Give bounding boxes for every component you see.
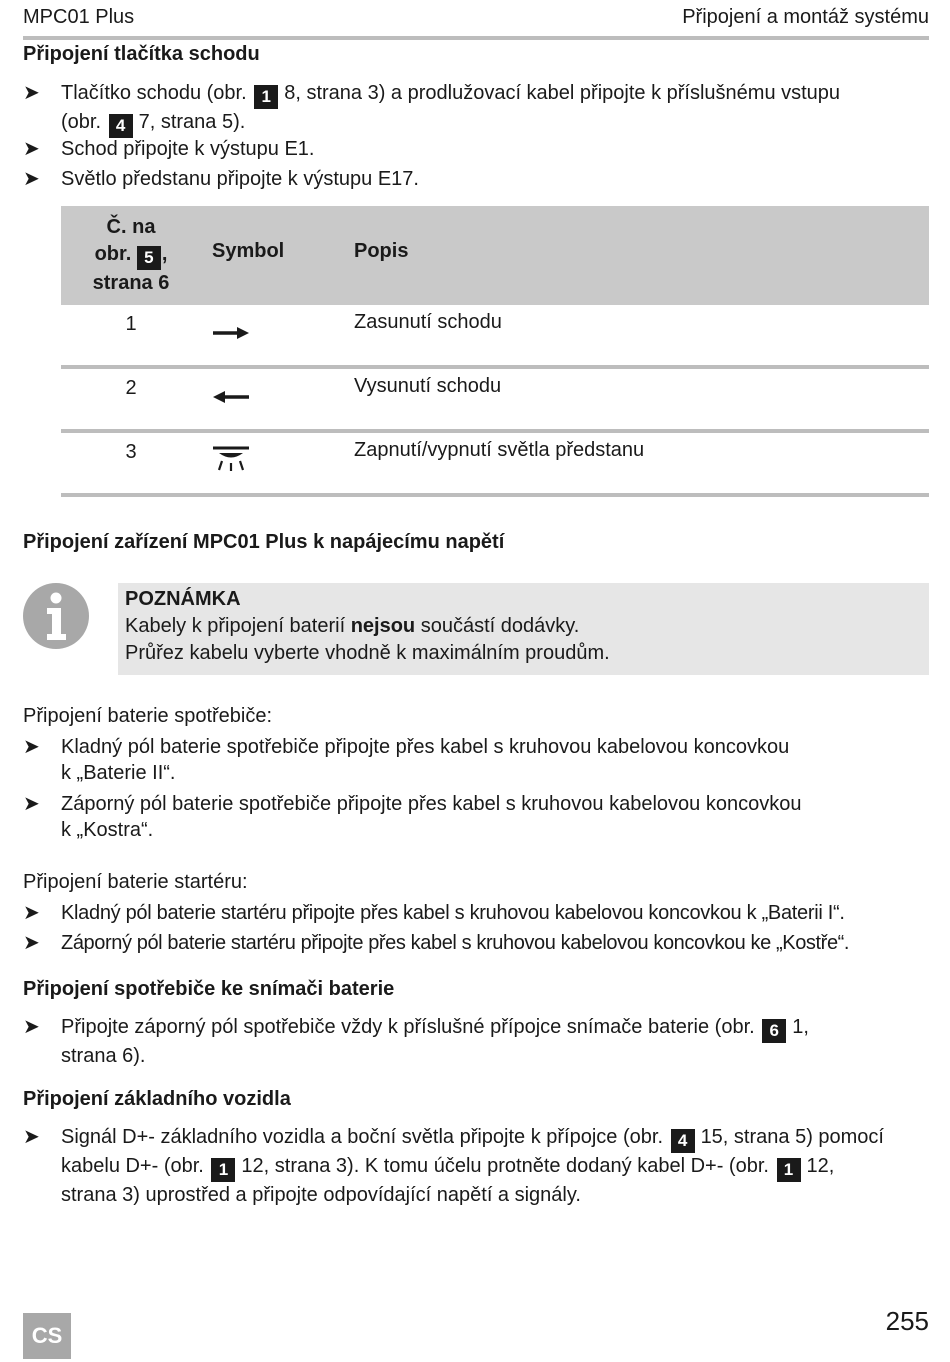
row-description: Zasunutí schodu	[354, 311, 502, 333]
page-number: 255	[885, 1306, 929, 1336]
section-title-power-supply: Připojení zařízení MPC01 Plus k napájecímu napětí	[23, 531, 505, 553]
figure-ref: 4	[671, 1129, 695, 1153]
arrow-bullet-icon: ➤	[23, 138, 40, 160]
arrow-right-icon	[211, 321, 251, 347]
row-description: Vysunutí schodu	[354, 375, 502, 397]
arrow-bullet-icon: ➤	[23, 1126, 40, 1148]
arrow-bullet-icon: ➤	[23, 1016, 40, 1038]
list-item: ➤ Kladný pól baterie spotřebiče připojte přes kabel s kruhovou kabelovou koncovkou k „Baterie II“.	[23, 736, 790, 784]
table-row	[61, 433, 929, 497]
note-text: Průřez kabelu vyberte vhodně k maximálním proudům.	[125, 642, 610, 664]
figure-ref: 4	[109, 114, 133, 138]
row-description: Zapnutí/vypnutí světla předstanu	[354, 439, 645, 461]
header-divider	[23, 36, 929, 40]
language-tab: CS	[23, 1313, 71, 1359]
arrow-bullet-icon: ➤	[23, 793, 40, 815]
paragraph-consumer-battery: Připojení baterie spotřebiče:	[23, 705, 273, 727]
paragraph-starter-battery: Připojení baterie startéru:	[23, 871, 248, 893]
arrow-bullet-icon: ➤	[23, 168, 40, 190]
row-number: 1	[125, 313, 137, 335]
section-title-base-vehicle: Připojení základního vozidla	[23, 1088, 291, 1110]
list-item: ➤ Signál D+- základního vozidla a boční světla připojte k přípojce (obr. 4 15, strana 5) pomocí kabelu D+- (obr. 1 12, strana 3). K tomu účelu protněte dodaný kabel D+- (obr. 1 12, strana 3) uprostřed a připojte odpovídající napětí a signály.	[23, 1126, 884, 1206]
list-item: ➤ Připojte záporný pól spotřebiče vždy k příslušné přípojce snímače baterie (obr. 6 1, strana 6).	[23, 1016, 809, 1067]
figure-ref: 6	[762, 1019, 786, 1043]
list-item: ➤ Záporný pól baterie spotřebiče připojte přes kabel s kruhovou kabelovou koncovkou k „Kostra“.	[23, 793, 802, 841]
column-header-number: Č. na obr. 5 , strana 6	[92, 216, 170, 294]
table-row	[61, 305, 929, 369]
figure-ref: 1	[254, 85, 278, 109]
header-product: MPC01 Plus	[23, 6, 135, 28]
column-header-description: Popis	[354, 240, 409, 262]
arrow-bullet-icon: ➤	[23, 902, 40, 924]
list-item: ➤ Schod připojte k výstupu E1.	[23, 138, 315, 160]
section-title-step-button: Připojení tlačítka schodu	[23, 43, 260, 65]
row-number: 3	[125, 441, 137, 463]
info-icon	[23, 583, 89, 649]
symbol-table	[61, 206, 929, 497]
list-item: ➤ Záporný pól baterie startéru připojte přes kabel s kruhovou kabelovou koncovkou ke „Kostře“.	[23, 932, 850, 954]
note-box	[118, 583, 929, 675]
note-text: Kabely k připojení baterií nejsou součástí dodávky.	[125, 615, 580, 637]
arrow-bullet-icon: ➤	[23, 932, 40, 954]
awning-light-icon	[211, 449, 251, 475]
figure-ref: 5	[137, 246, 161, 270]
table-row	[61, 369, 929, 433]
row-number: 2	[125, 377, 137, 399]
list-item: ➤ Světlo předstanu připojte k výstupu E17.	[23, 168, 419, 190]
column-header-symbol: Symbol	[212, 240, 285, 262]
list-item: ➤ Kladný pól baterie startéru připojte přes kabel s kruhovou kabelovou koncovkou k „Baterii I“.	[23, 902, 845, 924]
arrow-bullet-icon: ➤	[23, 82, 40, 104]
section-title-battery-sensor: Připojení spotřebiče ke snímači baterie	[23, 978, 395, 1000]
running-header	[23, 6, 929, 36]
note-title: POZNÁMKA	[125, 588, 241, 610]
arrow-bullet-icon: ➤	[23, 736, 40, 758]
list-item: ➤ Tlačítko schodu (obr. 1 8, strana 3) a prodlužovací kabel připojte k příslušnému vstupu (obr. 4 7, strana 5).	[23, 80, 930, 138]
table-header	[61, 206, 929, 305]
arrow-left-icon	[211, 385, 251, 411]
header-chapter: Připojení a montáž systému	[682, 6, 929, 28]
figure-ref: 1	[211, 1158, 235, 1182]
figure-ref: 1	[777, 1158, 801, 1182]
